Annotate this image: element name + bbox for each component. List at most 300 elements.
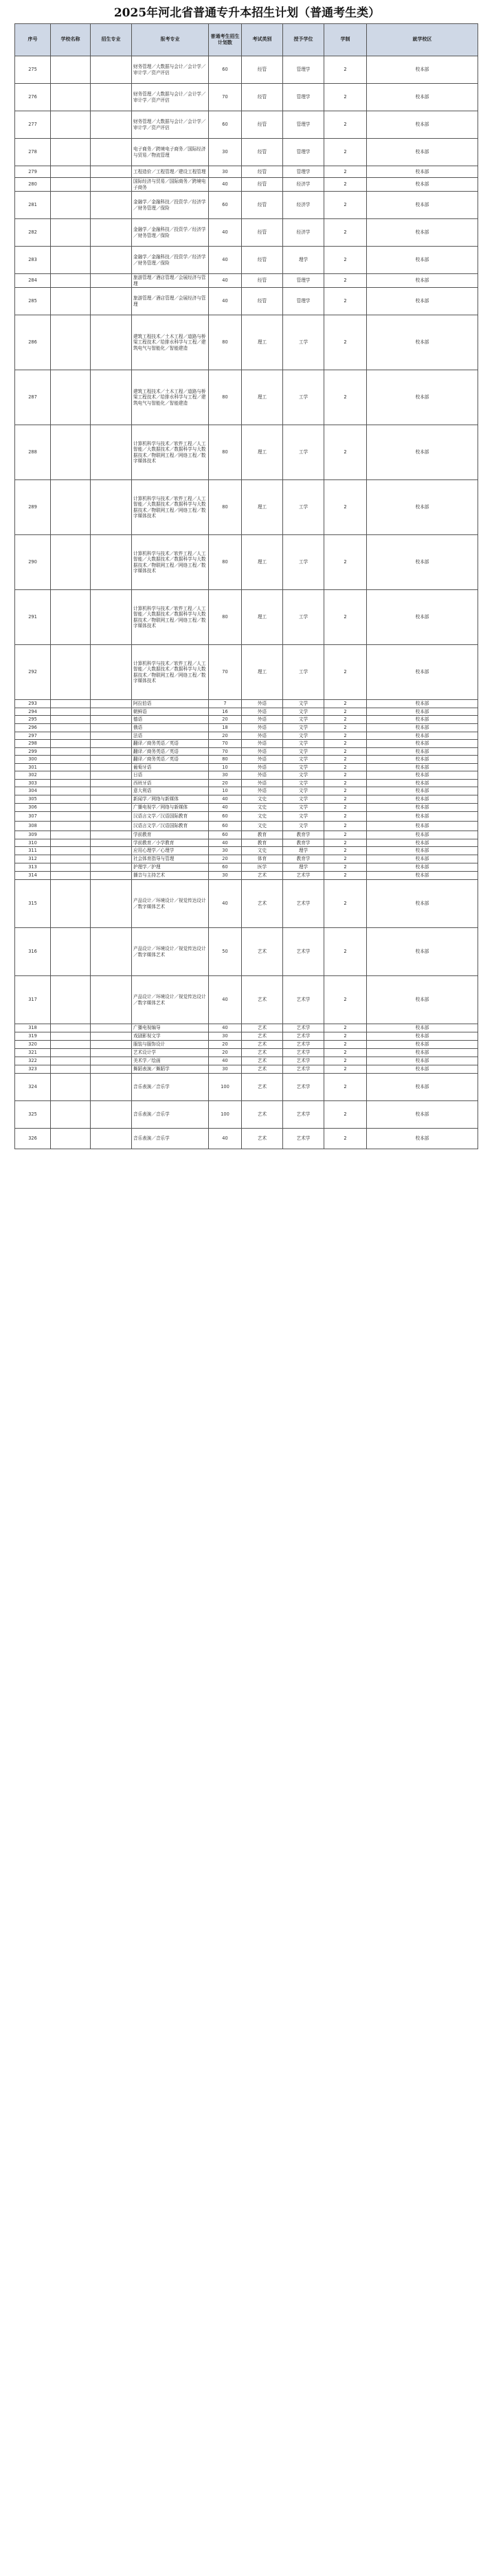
quota: 18	[209, 723, 242, 732]
degree: 艺术学	[283, 1065, 324, 1074]
school-name	[51, 700, 91, 708]
duration: 2	[324, 831, 367, 839]
degree: 文学	[283, 732, 324, 740]
duration: 2	[324, 56, 367, 84]
duration: 2	[324, 779, 367, 787]
quota: 40	[209, 976, 242, 1024]
degree: 工学	[283, 645, 324, 700]
major	[91, 590, 132, 645]
apply-major: 旅游管理／酒店管理／会展经济与管理	[132, 288, 209, 315]
quota: 10	[209, 763, 242, 771]
major	[91, 880, 132, 928]
apply-major: 建筑工程技术／土木工程／道路与桥梁工程技术／给排水科学与工程／建筑电气与智能化／智能建造	[132, 370, 209, 425]
school-name	[51, 192, 91, 219]
duration: 2	[324, 756, 367, 764]
duration: 2	[324, 700, 367, 708]
degree: 艺术学	[283, 1101, 324, 1129]
apply-major: 广播电视编导	[132, 1024, 209, 1032]
row-index: 286	[15, 315, 51, 370]
major	[91, 1032, 132, 1041]
table-row	[15, 779, 478, 787]
campus: 校本部	[367, 192, 478, 219]
duration: 2	[324, 822, 367, 831]
duration: 2	[324, 747, 367, 756]
duration: 2	[324, 771, 367, 780]
major	[91, 645, 132, 700]
row-index: 312	[15, 855, 51, 863]
row-index: 293	[15, 700, 51, 708]
quota: 70	[209, 747, 242, 756]
school-name	[51, 831, 91, 839]
row-index: 281	[15, 192, 51, 219]
exam-type: 经管	[242, 192, 283, 219]
degree: 文学	[283, 716, 324, 724]
campus: 校本部	[367, 804, 478, 812]
quota: 70	[209, 740, 242, 748]
campus: 校本部	[367, 756, 478, 764]
table-row	[15, 166, 478, 178]
quota: 60	[209, 56, 242, 84]
school-name	[51, 1032, 91, 1041]
row-index: 294	[15, 708, 51, 716]
exam-type: 艺术	[242, 1024, 283, 1032]
campus: 校本部	[367, 1041, 478, 1049]
apply-major: 产品设计／环境设计／视觉传达设计／数字媒体艺术	[132, 880, 209, 928]
table-row	[15, 1057, 478, 1065]
quota: 40	[209, 795, 242, 804]
duration: 2	[324, 219, 367, 247]
row-index: 298	[15, 740, 51, 748]
row-index: 314	[15, 872, 51, 880]
exam-type: 经管	[242, 219, 283, 247]
duration: 2	[324, 480, 367, 535]
school-name	[51, 740, 91, 748]
school-name	[51, 795, 91, 804]
table-row	[15, 1024, 478, 1032]
degree: 文学	[283, 795, 324, 804]
duration: 2	[324, 1024, 367, 1032]
major	[91, 219, 132, 247]
exam-type: 经管	[242, 84, 283, 111]
table-row	[15, 315, 478, 370]
apply-major: 音乐表演／音乐学	[132, 1074, 209, 1101]
exam-type: 教育	[242, 839, 283, 847]
row-index: 310	[15, 839, 51, 847]
campus: 校本部	[367, 831, 478, 839]
row-index: 324	[15, 1074, 51, 1101]
exam-type: 艺术	[242, 1057, 283, 1065]
exam-type: 外语	[242, 787, 283, 795]
exam-type: 理工	[242, 645, 283, 700]
major	[91, 370, 132, 425]
table-row	[15, 139, 478, 166]
apply-major: 翻译／商务英语／英语	[132, 740, 209, 748]
duration: 2	[324, 1032, 367, 1041]
school-name	[51, 1041, 91, 1049]
duration: 2	[324, 863, 367, 872]
header-apply-major: 报考专业	[132, 24, 209, 56]
exam-type: 经管	[242, 288, 283, 315]
row-index: 280	[15, 178, 51, 192]
major	[91, 928, 132, 976]
school-name	[51, 56, 91, 84]
major	[91, 84, 132, 111]
school-name	[51, 880, 91, 928]
quota: 30	[209, 139, 242, 166]
school-name	[51, 976, 91, 1024]
table-row	[15, 716, 478, 724]
campus: 校本部	[367, 288, 478, 315]
school-name	[51, 787, 91, 795]
quota: 7	[209, 700, 242, 708]
campus: 校本部	[367, 795, 478, 804]
duration: 2	[324, 166, 367, 178]
major	[91, 535, 132, 590]
exam-type: 经管	[242, 274, 283, 288]
campus: 校本部	[367, 928, 478, 976]
table-row	[15, 795, 478, 804]
school-name	[51, 590, 91, 645]
major	[91, 288, 132, 315]
major	[91, 56, 132, 84]
header-major: 招生专业	[91, 24, 132, 56]
duration: 2	[324, 139, 367, 166]
degree: 管理学	[283, 166, 324, 178]
major	[91, 700, 132, 708]
table-row	[15, 812, 478, 822]
row-index: 316	[15, 928, 51, 976]
header-exam-type: 考试类别	[242, 24, 283, 56]
campus: 校本部	[367, 779, 478, 787]
major	[91, 1101, 132, 1129]
table-row	[15, 1065, 478, 1074]
campus: 校本部	[367, 763, 478, 771]
school-name	[51, 370, 91, 425]
school-name	[51, 779, 91, 787]
row-index: 320	[15, 1041, 51, 1049]
major	[91, 787, 132, 795]
degree: 文学	[283, 740, 324, 748]
school-name	[51, 178, 91, 192]
table-row	[15, 645, 478, 700]
campus: 校本部	[367, 847, 478, 855]
school-name	[51, 247, 91, 274]
quota: 16	[209, 708, 242, 716]
school-name	[51, 822, 91, 831]
degree: 文学	[283, 779, 324, 787]
apply-major: 新闻学／网络与新媒体	[132, 795, 209, 804]
duration: 2	[324, 763, 367, 771]
table-row	[15, 1041, 478, 1049]
duration: 2	[324, 274, 367, 288]
school-name	[51, 756, 91, 764]
apply-major: 应用心理学／心理学	[132, 847, 209, 855]
quota: 40	[209, 219, 242, 247]
quota: 30	[209, 1065, 242, 1074]
campus: 校本部	[367, 315, 478, 370]
exam-type: 外语	[242, 723, 283, 732]
row-index: 279	[15, 166, 51, 178]
campus: 校本部	[367, 740, 478, 748]
quota: 20	[209, 732, 242, 740]
apply-major: 护理学／护理	[132, 863, 209, 872]
duration: 2	[324, 976, 367, 1024]
major	[91, 1024, 132, 1032]
major	[91, 480, 132, 535]
exam-type: 文史	[242, 847, 283, 855]
school-name	[51, 863, 91, 872]
table-row	[15, 708, 478, 716]
row-index: 299	[15, 747, 51, 756]
quota: 50	[209, 928, 242, 976]
exam-type: 艺术	[242, 1101, 283, 1129]
degree: 管理学	[283, 288, 324, 315]
duration: 2	[324, 1057, 367, 1065]
quota: 60	[209, 831, 242, 839]
table-row	[15, 1129, 478, 1149]
row-index: 297	[15, 732, 51, 740]
row-index: 309	[15, 831, 51, 839]
degree: 理学	[283, 247, 324, 274]
degree: 艺术学	[283, 1057, 324, 1065]
exam-type: 文史	[242, 804, 283, 812]
table-row	[15, 1049, 478, 1057]
school-name	[51, 804, 91, 812]
table-row	[15, 723, 478, 732]
table-row	[15, 178, 478, 192]
table-row	[15, 839, 478, 847]
duration: 2	[324, 812, 367, 822]
degree: 文学	[283, 804, 324, 812]
row-index: 322	[15, 1057, 51, 1065]
apply-major: 金融学／金融科技／投资学／经济学／财务管理／保险	[132, 219, 209, 247]
duration: 2	[324, 740, 367, 748]
duration: 2	[324, 590, 367, 645]
exam-type: 艺术	[242, 976, 283, 1024]
degree: 文学	[283, 747, 324, 756]
school-name	[51, 928, 91, 976]
duration: 2	[324, 1129, 367, 1149]
apply-major: 计算机科学与技术／软件工程／人工智能／大数据技术／数据科学与大数据技术／物联网工程／网络工程／数字媒体技术	[132, 535, 209, 590]
major	[91, 716, 132, 724]
row-index: 308	[15, 822, 51, 831]
campus: 校本部	[367, 111, 478, 139]
apply-major: 法语	[132, 732, 209, 740]
table-row	[15, 288, 478, 315]
quota: 60	[209, 111, 242, 139]
school-name	[51, 812, 91, 822]
degree: 教育学	[283, 839, 324, 847]
apply-major: 计算机科学与技术／软件工程／人工智能／大数据技术／数据科学与大数据技术／物联网工程／网络工程／数字媒体技术	[132, 590, 209, 645]
exam-type: 外语	[242, 779, 283, 787]
quota: 30	[209, 847, 242, 855]
major	[91, 863, 132, 872]
degree: 文学	[283, 787, 324, 795]
quota: 80	[209, 535, 242, 590]
duration: 2	[324, 1065, 367, 1074]
apply-major: 产品设计／环境设计／视觉传达设计／数字媒体艺术	[132, 928, 209, 976]
quota: 80	[209, 370, 242, 425]
apply-major: 建筑工程技术／土木工程／道路与桥梁工程技术／给排水科学与工程／建筑电气与智能化／智能建造	[132, 315, 209, 370]
table-row	[15, 740, 478, 748]
duration: 2	[324, 716, 367, 724]
quota: 40	[209, 247, 242, 274]
school-name	[51, 425, 91, 480]
header-degree: 授予学位	[283, 24, 324, 56]
exam-type: 艺术	[242, 1074, 283, 1101]
school-name	[51, 315, 91, 370]
degree: 工学	[283, 370, 324, 425]
apply-major: 美术学／绘画	[132, 1057, 209, 1065]
campus: 校本部	[367, 480, 478, 535]
duration: 2	[324, 732, 367, 740]
major	[91, 756, 132, 764]
row-index: 296	[15, 723, 51, 732]
school-name	[51, 708, 91, 716]
campus: 校本部	[367, 747, 478, 756]
apply-major: 计算机科学与技术／软件工程／人工智能／大数据技术／数据科学与大数据技术／物联网工程／网络工程／数字媒体技术	[132, 425, 209, 480]
row-index: 284	[15, 274, 51, 288]
campus: 校本部	[367, 590, 478, 645]
exam-type: 文史	[242, 812, 283, 822]
table-row	[15, 1032, 478, 1041]
row-index: 278	[15, 139, 51, 166]
degree: 艺术学	[283, 928, 324, 976]
apply-major: 金融学／金融科技／投资学／经济学／财务管理／保险	[132, 247, 209, 274]
campus: 校本部	[367, 716, 478, 724]
quota: 20	[209, 1041, 242, 1049]
duration: 2	[324, 315, 367, 370]
row-index: 305	[15, 795, 51, 804]
table-row	[15, 1101, 478, 1129]
campus: 校本部	[367, 219, 478, 247]
school-name	[51, 763, 91, 771]
exam-type: 艺术	[242, 1129, 283, 1149]
duration: 2	[324, 1041, 367, 1049]
row-index: 302	[15, 771, 51, 780]
row-index: 289	[15, 480, 51, 535]
school-name	[51, 732, 91, 740]
campus: 校本部	[367, 723, 478, 732]
enrollment-plan-table	[14, 23, 478, 1149]
table-row	[15, 247, 478, 274]
school-name	[51, 535, 91, 590]
quota: 40	[209, 274, 242, 288]
quota: 80	[209, 315, 242, 370]
row-index: 288	[15, 425, 51, 480]
exam-type: 艺术	[242, 1032, 283, 1041]
apply-major: 翻译／商务英语／英语	[132, 747, 209, 756]
exam-type: 理工	[242, 480, 283, 535]
duration: 2	[324, 855, 367, 863]
school-name	[51, 219, 91, 247]
apply-major: 社会体育指导与管理	[132, 855, 209, 863]
row-index: 321	[15, 1049, 51, 1057]
exam-type: 经管	[242, 111, 283, 139]
exam-type: 文史	[242, 795, 283, 804]
campus: 校本部	[367, 708, 478, 716]
table-row	[15, 700, 478, 708]
quota: 70	[209, 645, 242, 700]
table-row	[15, 928, 478, 976]
row-index: 319	[15, 1032, 51, 1041]
quota: 80	[209, 590, 242, 645]
degree: 理学	[283, 847, 324, 855]
row-index: 287	[15, 370, 51, 425]
apply-major: 朝鲜语	[132, 708, 209, 716]
major	[91, 747, 132, 756]
degree: 工学	[283, 425, 324, 480]
degree: 艺术学	[283, 880, 324, 928]
exam-type: 艺术	[242, 1065, 283, 1074]
school-name	[51, 139, 91, 166]
major	[91, 732, 132, 740]
school-name	[51, 747, 91, 756]
campus: 校本部	[367, 370, 478, 425]
major	[91, 708, 132, 716]
degree: 工学	[283, 315, 324, 370]
row-index: 300	[15, 756, 51, 764]
degree: 艺术学	[283, 976, 324, 1024]
row-index: 276	[15, 84, 51, 111]
school-name	[51, 855, 91, 863]
duration: 2	[324, 1101, 367, 1129]
duration: 2	[324, 84, 367, 111]
apply-major: 金融学／金融科技／投资学／经济学／财务管理／保险	[132, 192, 209, 219]
duration: 2	[324, 192, 367, 219]
table-row	[15, 480, 478, 535]
exam-type: 理工	[242, 315, 283, 370]
row-index: 304	[15, 787, 51, 795]
apply-major: 播音与主持艺术	[132, 872, 209, 880]
campus: 校本部	[367, 872, 478, 880]
exam-type: 经管	[242, 56, 283, 84]
header-school: 学校名称	[51, 24, 91, 56]
row-index: 323	[15, 1065, 51, 1074]
campus: 校本部	[367, 247, 478, 274]
apply-major: 财务管理／大数据与会计／会计学／审计学／资产评估	[132, 56, 209, 84]
campus: 校本部	[367, 1074, 478, 1101]
row-index: 311	[15, 847, 51, 855]
campus: 校本部	[367, 880, 478, 928]
major	[91, 192, 132, 219]
exam-type: 经管	[242, 178, 283, 192]
row-index: 307	[15, 812, 51, 822]
row-index: 326	[15, 1129, 51, 1149]
quota: 80	[209, 480, 242, 535]
quota: 60	[209, 822, 242, 831]
campus: 校本部	[367, 645, 478, 700]
degree: 管理学	[283, 111, 324, 139]
apply-major: 艺术设计学	[132, 1049, 209, 1057]
degree: 文学	[283, 708, 324, 716]
major	[91, 1129, 132, 1149]
duration: 2	[324, 847, 367, 855]
duration: 2	[324, 111, 367, 139]
quota: 100	[209, 1101, 242, 1129]
campus: 校本部	[367, 863, 478, 872]
table-row	[15, 787, 478, 795]
table-body	[15, 56, 478, 1149]
degree: 文学	[283, 771, 324, 780]
degree: 管理学	[283, 56, 324, 84]
table-row	[15, 863, 478, 872]
major	[91, 855, 132, 863]
apply-major: 汉语言文学／汉语国际教育	[132, 822, 209, 831]
campus: 校本部	[367, 84, 478, 111]
duration: 2	[324, 708, 367, 716]
major	[91, 795, 132, 804]
